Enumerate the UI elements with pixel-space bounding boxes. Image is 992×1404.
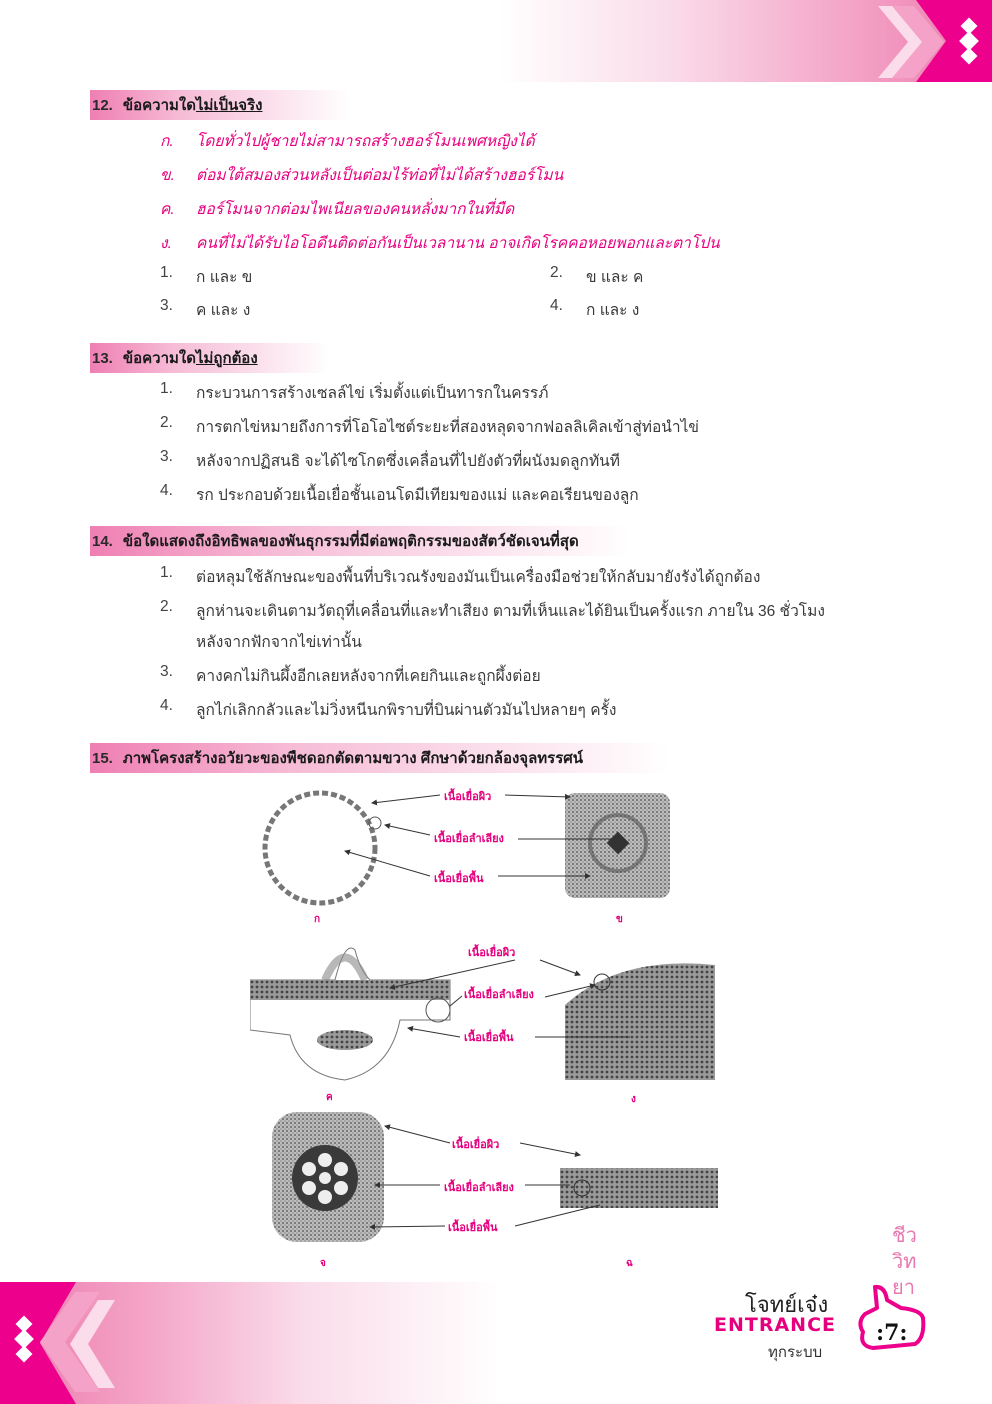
question-12-header [90, 90, 350, 120]
choice-item[interactable]: 2. การตกไข่หมายถึงการที่โอโอไซต์ระยะที่สองหลุดจากฟอลลิเคิลเข้าสู่ท่อนำไข่ [160, 414, 699, 436]
question-title: ข้อความใดไม่ถูกต้อง [122, 350, 258, 367]
question-number: 13. [92, 349, 113, 367]
choice-item[interactable]: 3. ค และ ง [160, 297, 251, 319]
figure-letter: ก [314, 914, 321, 925]
statement-item: ก. โดยทั่วไปผู้ชายไม่สามารถสร้างฮอร์โมนเพศหญิงได้ [160, 133, 535, 150]
figure-letter: จ [320, 1258, 326, 1269]
label-ground: เนื้อเยื่อพื้น [464, 1032, 514, 1044]
choice-item[interactable]: 1. กระบวนการสร้างเซลล์ไข่ เริ่มตั้งแต่เป็นทารกในครรภ์ [160, 380, 549, 402]
label-ground: เนื้อเยื่อพื้น [448, 1222, 498, 1234]
bottom-decorative-banner [0, 1282, 500, 1404]
figure-letter: ฉ [626, 1258, 633, 1269]
choice-item[interactable]: 1. ก และ ข [160, 264, 253, 286]
choice-item[interactable]: 4. ก และ ง [550, 297, 640, 319]
choice-item-continuation: หลังจากฟักจากไข่เท่านั้น [196, 634, 362, 651]
choice-item[interactable]: 2. ลูกห่านจะเดินตามวัตถุที่เคลื่อนที่และทำเสียง ตามที่เห็นและได้ยินเป็นครั้งแรก ภายใน 36 ชั่วโมง [160, 598, 825, 620]
top-decorative-banner [500, 0, 992, 82]
logo-sub-text: ทุกระบบ [768, 1343, 823, 1361]
choice-item[interactable]: 4. ลูกไก่เลิกกลัวและไม่วิ่งหนีนกพิราบที่บินผ่านตัวมันไปหลายๆ ครั้ง [160, 697, 617, 719]
subject-label: ชีว วิท ยา [892, 1223, 917, 1299]
figure-letter: ค [326, 1092, 333, 1103]
chevron-left-icon [70, 1300, 130, 1388]
choice-item[interactable]: 1. ต่อหลุมใช้ลักษณะของพื้นที่บริเวณรังของมันเป็นเครื่องมือช่วยให้กลับมายังรังได้ถูกต้อง [160, 564, 761, 586]
question-number: 14. [92, 532, 113, 550]
question-number: 15. [92, 749, 113, 767]
choice-item[interactable]: 3. หลังจากปฏิสนธิ จะได้ไซโกตซึ่งเคลื่อนที่ไปยังตัวที่ผนังมดลูกทันที [160, 448, 620, 470]
diamond-dots-icon [17, 1318, 31, 1360]
logo-entrance-text: ENTRANCE [714, 1314, 836, 1336]
page-number: :7: [876, 1320, 908, 1346]
question-number: 12. [92, 96, 113, 114]
question-title: ข้อใดแสดงถึงอิทธิพลของพันธุกรรมที่มีต่อพฤติกรรมของสัตว์ชัดเจนที่สุด [122, 533, 579, 550]
choice-item[interactable]: 2. ข และ ค [550, 264, 644, 286]
question-title: ข้อความใดไม่เป็นจริง [122, 97, 263, 114]
choice-item[interactable]: 4. รก ประกอบด้วยเนื้อเยื่อชั้นเอนโดมีเทียมของแม่ และคอเรียนของลูก [160, 482, 639, 504]
diamond-dots-icon [962, 20, 976, 62]
figure-letter: ข [616, 914, 623, 925]
question-13-header [90, 343, 330, 373]
label-vascular: เนื้อเยื่อลำเลียง [464, 989, 534, 1001]
label-vascular: เนื้อเยื่อลำเลียง [434, 833, 504, 845]
statement-item: ง. คนที่ไม่ได้รับไอโอดีนติดต่อกันเป็นเวลานาน อาจเกิดโรคคอหอยพอกและตาโปน [160, 235, 720, 252]
logo-thai-text: โจทย์เจ๋ง [745, 1293, 829, 1318]
label-epidermis: เนื้อเยื่อผิว [452, 1139, 500, 1151]
statement-item: ค. ฮอร์โมนจากต่อมไพเนียลของคนหลั่งมากในที่มืด [160, 201, 515, 218]
question-title: ภาพโครงสร้างอวัยวะของพืชดอกตัดตามขวาง ศึกษาด้วยกล้องจุลทรรศน์ [122, 750, 584, 767]
statement-item: ข. ต่อมใต้สมองส่วนหลังเป็นต่อมไร้ท่อที่ไม่ได้สร้างฮอร์โมน [160, 167, 564, 184]
label-epidermis: เนื้อเยื่อผิว [468, 947, 516, 959]
label-epidermis: เนื้อเยื่อผิว [444, 791, 492, 803]
figure-letter: ง [631, 1094, 636, 1105]
micrograph-row-2 [250, 940, 720, 1090]
label-ground: เนื้อเยื่อพื้น [434, 873, 484, 885]
question-15-header [90, 743, 670, 773]
question-14-header [90, 526, 630, 556]
choice-item[interactable]: 3. คางคกไม่กินผึ้งอีกเลยหลังจากที่เคยกินและถูกผึ้งต่อย [160, 663, 541, 685]
label-vascular: เนื้อเยื่อลำเลียง [444, 1182, 514, 1194]
